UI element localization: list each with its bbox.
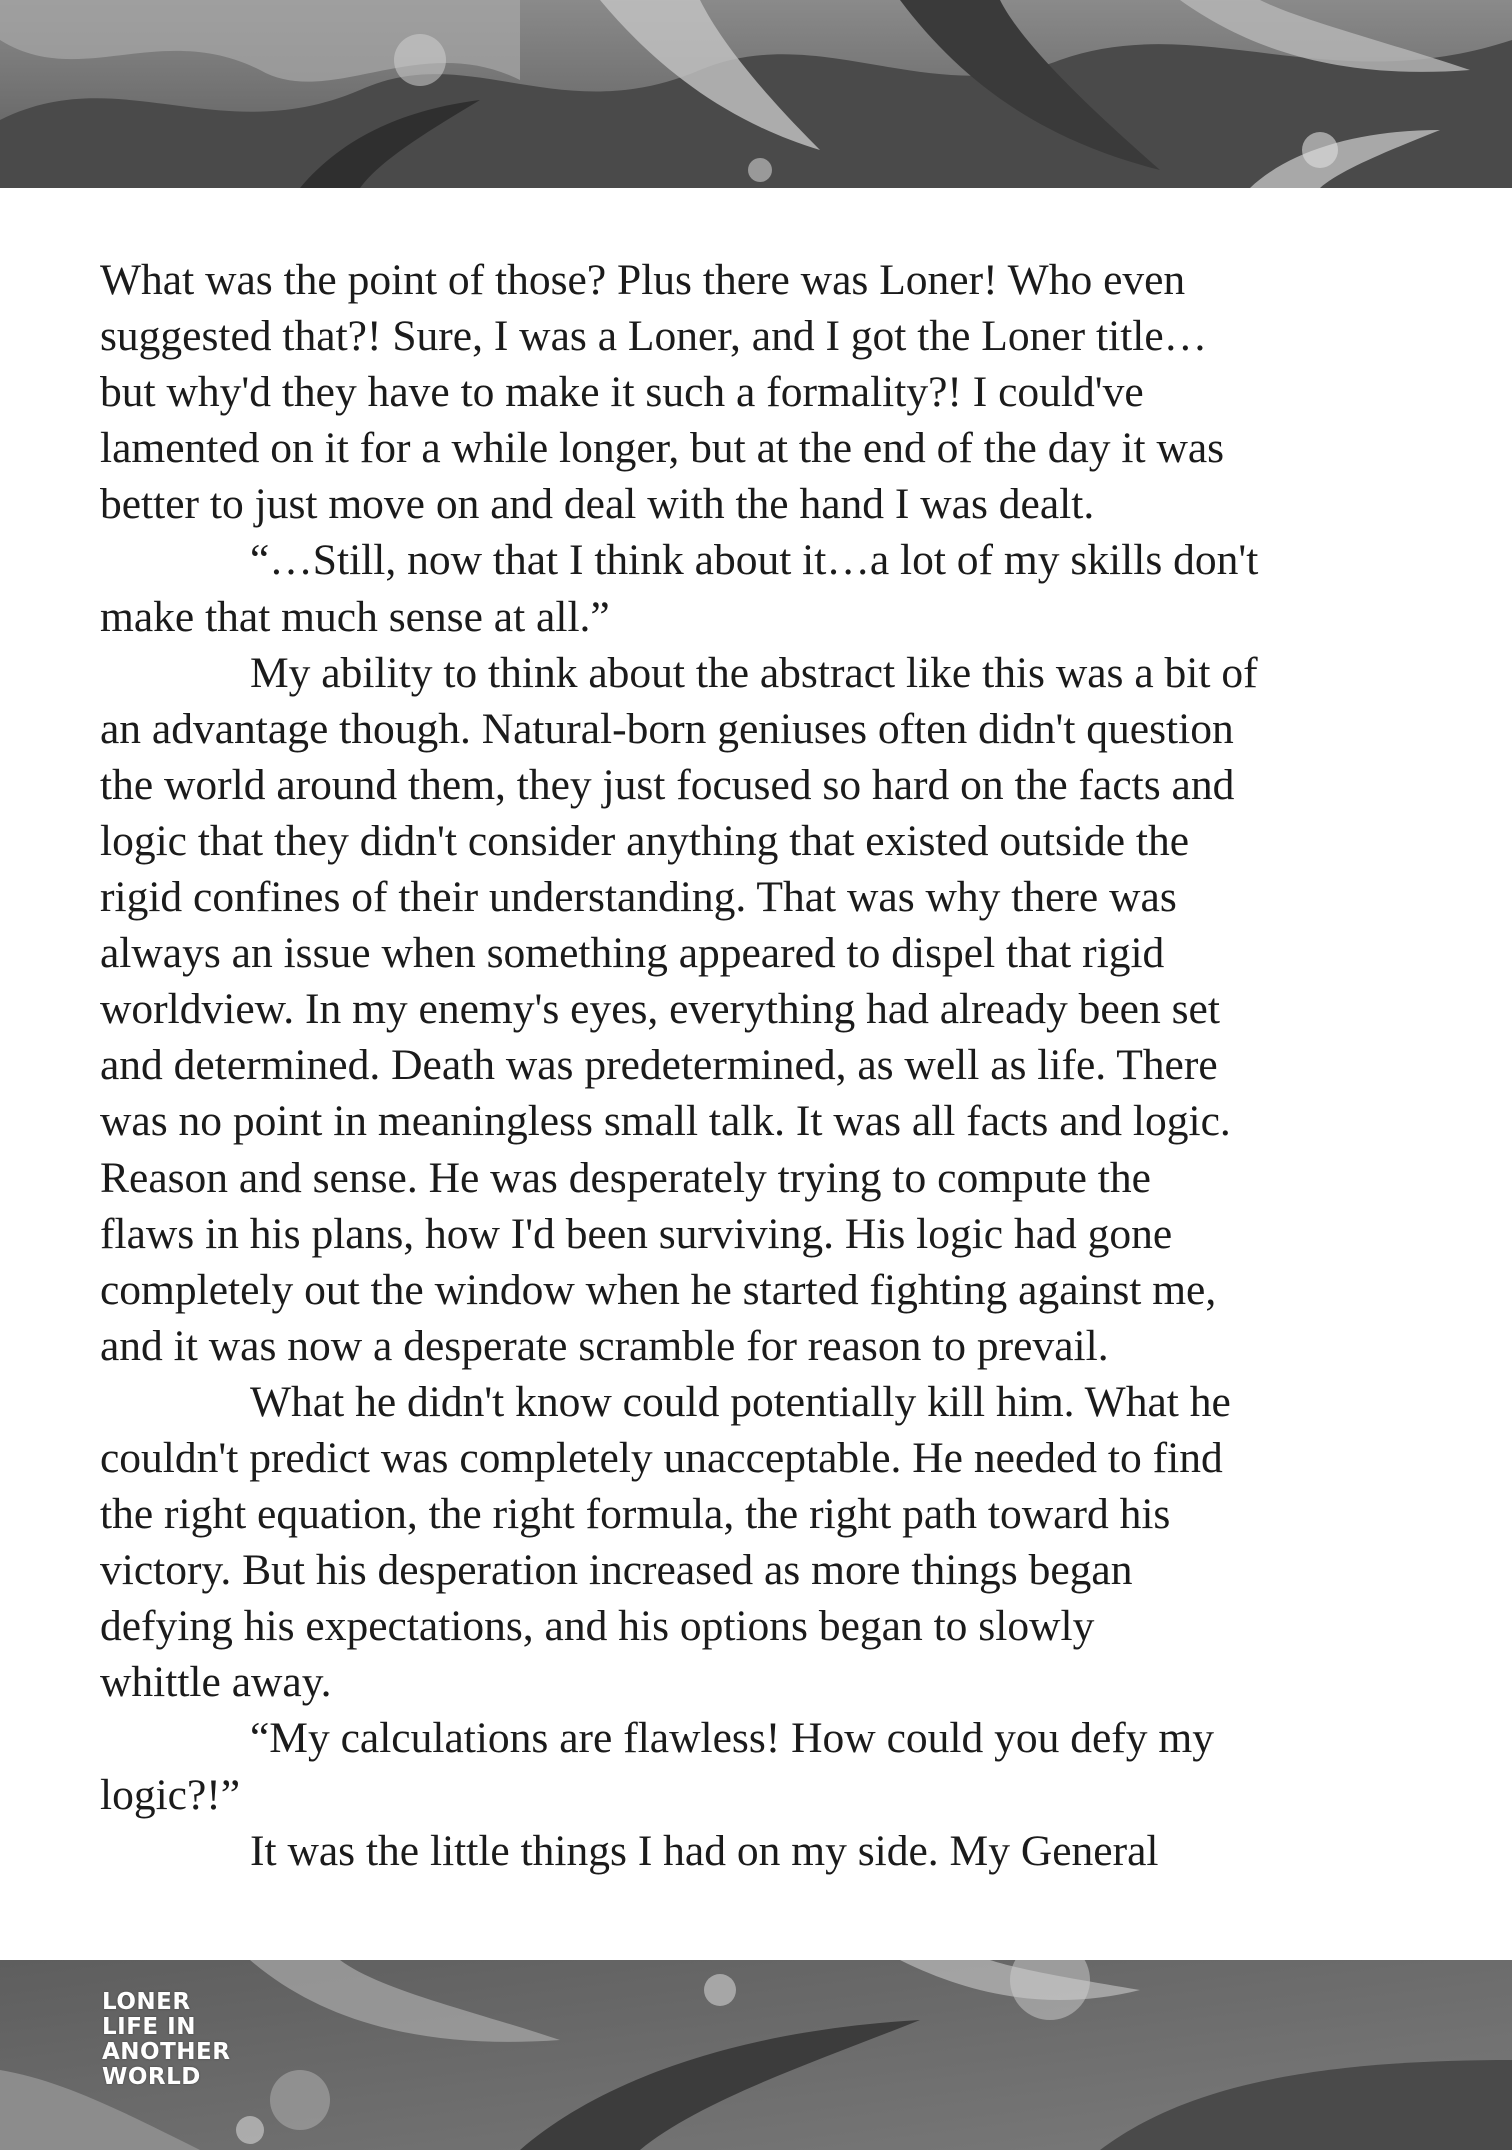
text-line: victory. But his desperation increased as more things began	[100, 1546, 1133, 1595]
text-line: and it was now a desperate scramble for reason to prevail.	[100, 1321, 1109, 1370]
text-line: suggested that?! Sure, I was a Loner, and I got the Loner title…	[100, 312, 1208, 361]
text-line: worldview. In my enemy's eyes, everything had already been set	[100, 985, 1220, 1034]
foliage-illustration-top	[0, 0, 1512, 188]
text-line: better to just move on and deal with the hand I was dealt.	[100, 480, 1095, 529]
text-line: the right equation, the right formula, the right path toward his	[100, 1490, 1171, 1539]
text-line: logic?!”	[100, 1770, 241, 1819]
text-line: was no point in meaningless small talk. It was all facts and logic.	[100, 1097, 1231, 1146]
text-line: couldn't predict was completely unacceptable. He needed to find	[100, 1433, 1223, 1482]
text-line: It was the little things I had on my side. My General	[250, 1826, 1159, 1875]
series-logo	[102, 1990, 230, 2090]
text-line: always an issue when something appeared to dispel that rigid	[100, 929, 1165, 978]
text-line: What was the point of those? Plus there was Loner! Who even	[100, 256, 1186, 304]
logo-line-4: WORLD	[102, 2064, 201, 2090]
text-line: whittle away.	[100, 1658, 332, 1707]
text-line: What he didn't know could potentially kill him. What he	[250, 1377, 1231, 1426]
header-illustration	[0, 0, 1512, 188]
text-line: defying his expectations, and his options began to slowly	[100, 1602, 1095, 1651]
text-line: Reason and sense. He was desperately trying to compute the	[100, 1153, 1151, 1202]
text-line: the world around them, they just focused so hard on the facts and	[100, 760, 1235, 809]
logo-line-2: LIFE IN	[102, 2014, 196, 2040]
text-line: completely out the window when he started fighting against me,	[100, 1265, 1217, 1314]
text-line: but why'd they have to make it such a formality?! I could've	[100, 368, 1144, 417]
text-line: “…Still, now that I think about it…a lot of my skills don't	[250, 536, 1259, 585]
text-line: an advantage though. Natural-born geniuses often didn't question	[100, 704, 1234, 753]
text-line: and determined. Death was predetermined, as well as life. There	[100, 1041, 1218, 1090]
text-line: “My calculations are flawless! How could you defy my	[250, 1714, 1214, 1763]
text-line: make that much sense at all.”	[100, 592, 610, 641]
text-line: lamented on it for a while longer, but at the end of the day it was	[100, 424, 1225, 473]
text-line: My ability to think about the abstract like this was a bit of	[250, 648, 1258, 697]
text-line: flaws in his plans, how I'd been surviving. His logic had gone	[100, 1209, 1173, 1258]
body-text	[100, 252, 1420, 1879]
logo-line-1: LONER	[102, 1989, 191, 2015]
text-line: rigid confines of their understanding. That was why there was	[100, 873, 1177, 922]
logo-line-3: ANOTHER	[102, 2039, 231, 2065]
text-line: logic that they didn't consider anything that existed outside the	[100, 816, 1190, 865]
